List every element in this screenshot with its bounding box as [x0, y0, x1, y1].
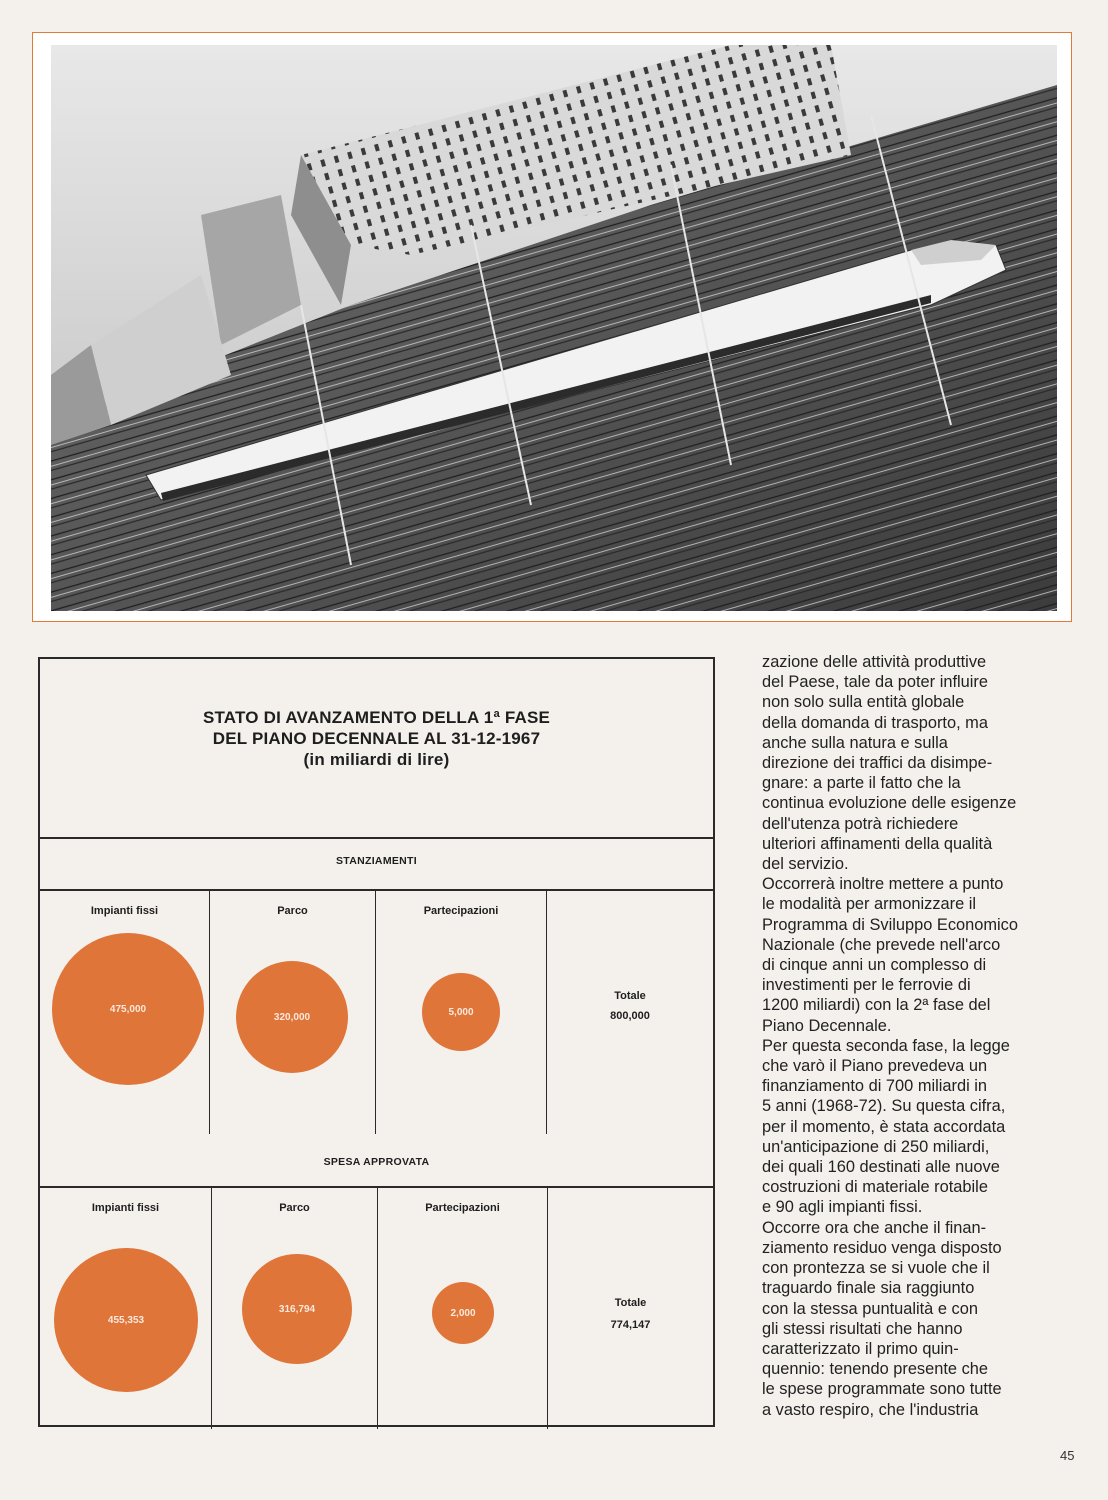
text-line: anche sulla natura e sulla [762, 733, 948, 752]
column-label: Parco [279, 1202, 310, 1214]
text-line: direzione dei traffici da disimpe- [762, 754, 993, 773]
table-title [40, 659, 713, 839]
train-railyard-photo-icon [51, 45, 1057, 611]
column-label: Partecipazioni [425, 1202, 500, 1214]
photo-frame [32, 32, 1072, 622]
text-line: caratterizzato il primo quin- [762, 1339, 959, 1358]
text-line: con la stessa puntualità e con [762, 1299, 978, 1318]
column-label: Impianti fissi [90, 905, 159, 917]
text-line: le spese programmate sono tutte [762, 1380, 1002, 1399]
bubble-impianti-fissi: 475,000 [52, 933, 204, 1085]
cell-totale [547, 891, 713, 1134]
text-line: costruzioni di materiale rotabile [762, 1178, 988, 1197]
text-line: per il momento, è stata accordata [762, 1117, 1006, 1136]
text-line: gnare: a parte il fatto che la [762, 774, 961, 793]
text-line: quennio: tenendo presente che [762, 1360, 989, 1379]
section-row-spesa-approvata [40, 1186, 713, 1429]
text-line: le modalità per armonizzare il [762, 895, 977, 914]
bubble-impianti-fissi: 455,353 [54, 1248, 198, 1392]
column-label: Impianti fissi [91, 1202, 160, 1214]
total-label: Totale [614, 1297, 647, 1309]
text-line: Nazionale (che prevede nell'arco [762, 935, 1001, 954]
cell-impianti-fissi [40, 1188, 212, 1429]
text-line: ziamento residuo venga disposto [762, 1238, 1002, 1257]
cell-totale [548, 1188, 713, 1429]
page-number: 45 [1060, 1448, 1075, 1463]
text-line: Per questa seconda fase, la legge [762, 1036, 1010, 1055]
cell-partecipazioni [376, 891, 547, 1134]
bubble-parco: 320,000 [236, 961, 348, 1073]
text-line: dei quali 160 destinati alle nuove [762, 1158, 1000, 1177]
text-line: 1200 miliardi) con la 2ª fase del [762, 996, 991, 1015]
cell-partecipazioni [378, 1188, 548, 1429]
text-line: con prontezza se si vuole che il [762, 1259, 990, 1278]
text-line: gli stessi risultati che hanno [762, 1319, 963, 1338]
text-line: continua evoluzione delle esigenze [762, 794, 1017, 813]
table-title-line-1: STATO DI AVANZAMENTO DELLA 1ª FASE [202, 708, 551, 727]
text-line: che varò il Piano prevedeva un [762, 1057, 988, 1076]
cell-impianti-fissi [40, 891, 210, 1134]
text-line: 5 anni (1968-72). Su questa cifra, [762, 1097, 1006, 1116]
bubble-partecipazioni: 5,000 [422, 973, 500, 1051]
cell-parco [210, 891, 376, 1134]
text-line: Occorrerà inoltre mettere a punto [762, 875, 1004, 894]
text-line: a vasto respiro, che l'industria [762, 1400, 979, 1419]
section-label-stanziamenti: STANZIAMENTI [336, 855, 417, 867]
total-value: 774,147 [610, 1319, 651, 1331]
text-line: traguardo finale sia raggiunto [762, 1279, 975, 1298]
column-label: Parco [277, 905, 308, 917]
section-label-spesa-approvata: SPESA APPROVATA [323, 1156, 430, 1168]
text-line: Occorre ora che anche il finan- [762, 1218, 987, 1237]
text-line: di cinque anni un complesso di [762, 956, 987, 975]
text-line: del servizio. [762, 855, 849, 874]
text-line: ulteriori affinamenti della qualità [762, 834, 993, 853]
text-line: e 90 agli impianti fissi. [762, 1198, 923, 1217]
table-title-line-3: (in miliardi di lire) [303, 750, 450, 769]
text-line: investimenti per le ferrovie di [762, 976, 971, 995]
table-title-line-2: DEL PIANO DECENNALE AL 31-12-1967 [212, 729, 541, 748]
total-label: Totale [614, 990, 646, 1002]
body-text-column [762, 652, 1082, 1420]
text-line: Piano Decennale. [762, 1016, 892, 1035]
text-line: finanziamento di 700 miliardi in [762, 1077, 988, 1096]
total-value: 800,000 [610, 1010, 650, 1022]
allocation-table [38, 657, 715, 1427]
text-line: dell'utenza potrà richiedere [762, 814, 959, 833]
text-line: del Paese, tale da poter influire [762, 673, 988, 692]
section-row-stanziamenti [40, 889, 713, 1134]
text-line: non solo sulla entità globale [762, 693, 965, 712]
bubble-partecipazioni: 2,000 [432, 1282, 494, 1344]
text-line: Programma di Sviluppo Economico [762, 915, 1018, 934]
text-line: zazione delle attività produttive [762, 653, 987, 671]
bubble-parco: 316,794 [242, 1254, 352, 1364]
text-line: della domanda di trasporto, ma [762, 713, 988, 732]
column-label: Partecipazioni [423, 905, 499, 917]
cell-parco [212, 1188, 378, 1429]
text-line: un'anticipazione di 250 miliardi, [762, 1137, 990, 1156]
